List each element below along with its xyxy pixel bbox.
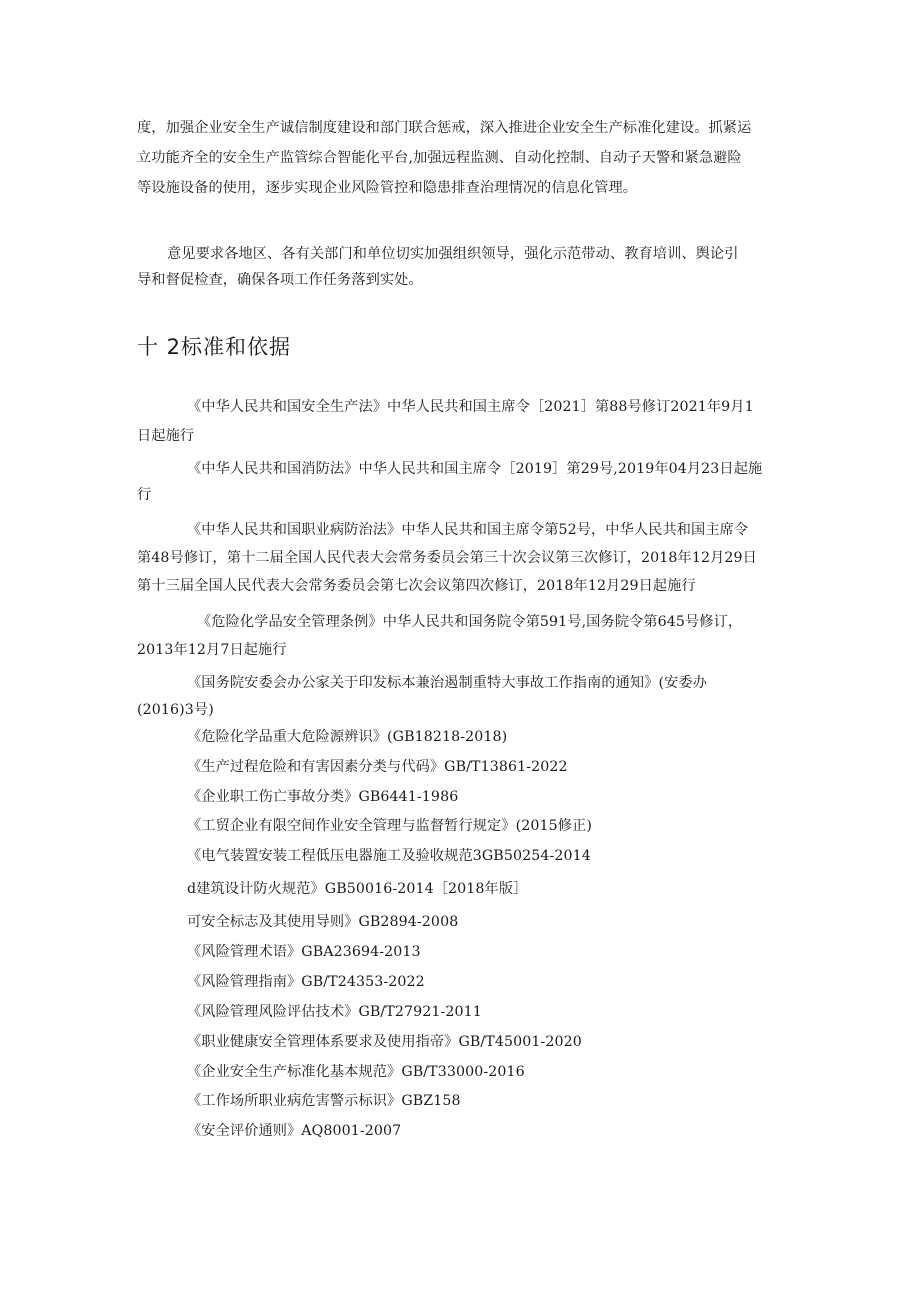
standard-item: d建筑设计防火规范》GB50016-2014［2018年版］ — [187, 881, 528, 897]
standard-item: 《生产过程危险和有害因素分类与代码》GB/T13861-2022 — [187, 759, 568, 775]
standard-item: 《风险管理风险评估技术》GB/T27921-2011 — [187, 1004, 482, 1020]
paragraph1-line3: 等设施设备的使用，逐步实现企业风险管控和隐患排查治理情况的信息化管理。 — [137, 180, 638, 196]
reference-item-cont: 行 — [137, 487, 152, 503]
reference-item-cont: 第48号修订，第十二届全国人民代表大会常务委员会第三十次会议第三次修订，2018年12月29日 — [137, 550, 757, 566]
standard-item: 《企业安全生产标准化基本规范》GB/T33000-2016 — [187, 1064, 525, 1080]
section-heading: 十 2标准和依据 — [137, 335, 292, 359]
standard-item: 《工贸企业有限空间作业安全管理与监督暂行规定》(2015修正) — [187, 818, 592, 834]
standard-item: 《电气装置安装工程低压电器施工及验收规范3GB50254-2014 — [187, 848, 591, 864]
reference-item-cont: 日起施行 — [137, 428, 195, 444]
standard-item: 《风险管理术语》GBA23694-2013 — [187, 944, 421, 960]
standard-item: 可安全标志及其使用导则》GB2894-2008 — [187, 914, 459, 930]
reference-item-cont: (2016)3号) — [137, 702, 214, 718]
paragraph1-line1: 度，加强企业安全生产诚信制度建设和部门联合惩戒，深入推进企业安全生产标准化建设。抓紧运 — [137, 120, 752, 136]
standard-item: 《危险化学品重大危险源辨识》(GB18218-2018) — [187, 729, 508, 745]
reference-item: 《中华人民共和国安全生产法》中华人民共和国主席令［2021］第88号修订2021年9月1 — [187, 399, 754, 415]
reference-item: 《危险化学品安全管理条例》中华人民共和国务院令第591号,国务院令第645号修订， — [197, 614, 743, 630]
standard-item: 《工作场所职业病危害警示标识》GBZ158 — [187, 1093, 461, 1109]
paragraph2-line2: 导和督促检查，确保各项工作任务落到实处。 — [137, 272, 423, 288]
standard-item: 《职业健康安全管理体系要求及使用指帝》GB/T45001-2020 — [187, 1034, 582, 1050]
standard-item: 《风险管理指南》GB/T24353-2022 — [187, 974, 425, 990]
paragraph2-line1: 意见要求各地区、各有关部门和单位切实加强组织领导，强化示范带动、教育培训、舆论引 — [167, 246, 739, 262]
reference-item: 《中华人民共和国消防法》中华人民共和国主席令［2019］第29号,2019年04月23日起施 — [187, 461, 763, 477]
reference-item: 《国务院安委会办公家关于印发标本兼治遏制重特大事故工作指南的通知》(安委办 — [187, 675, 707, 691]
paragraph1-line2: 立功能齐全的安全生产监管综合智能化平台,加强远程监测、自动化控制、自动子天警和紧急避险 — [137, 150, 742, 166]
reference-item-cont: 2013年12月7日起施行 — [137, 642, 287, 658]
reference-item-cont: 第十三届全国人民代表大会常务委员会第七次会议第四次修订，2018年12月29日起施行 — [137, 578, 696, 594]
standard-item: 《企业职工伤亡事故分类》GB6441-1986 — [187, 789, 459, 805]
reference-item: 《中华人民共和国职业病防治法》中华人民共和国主席令第52号，中华人民共和国主席令 — [187, 522, 749, 538]
standard-item: 《安全评价通则》AQ8001-2007 — [187, 1123, 402, 1139]
